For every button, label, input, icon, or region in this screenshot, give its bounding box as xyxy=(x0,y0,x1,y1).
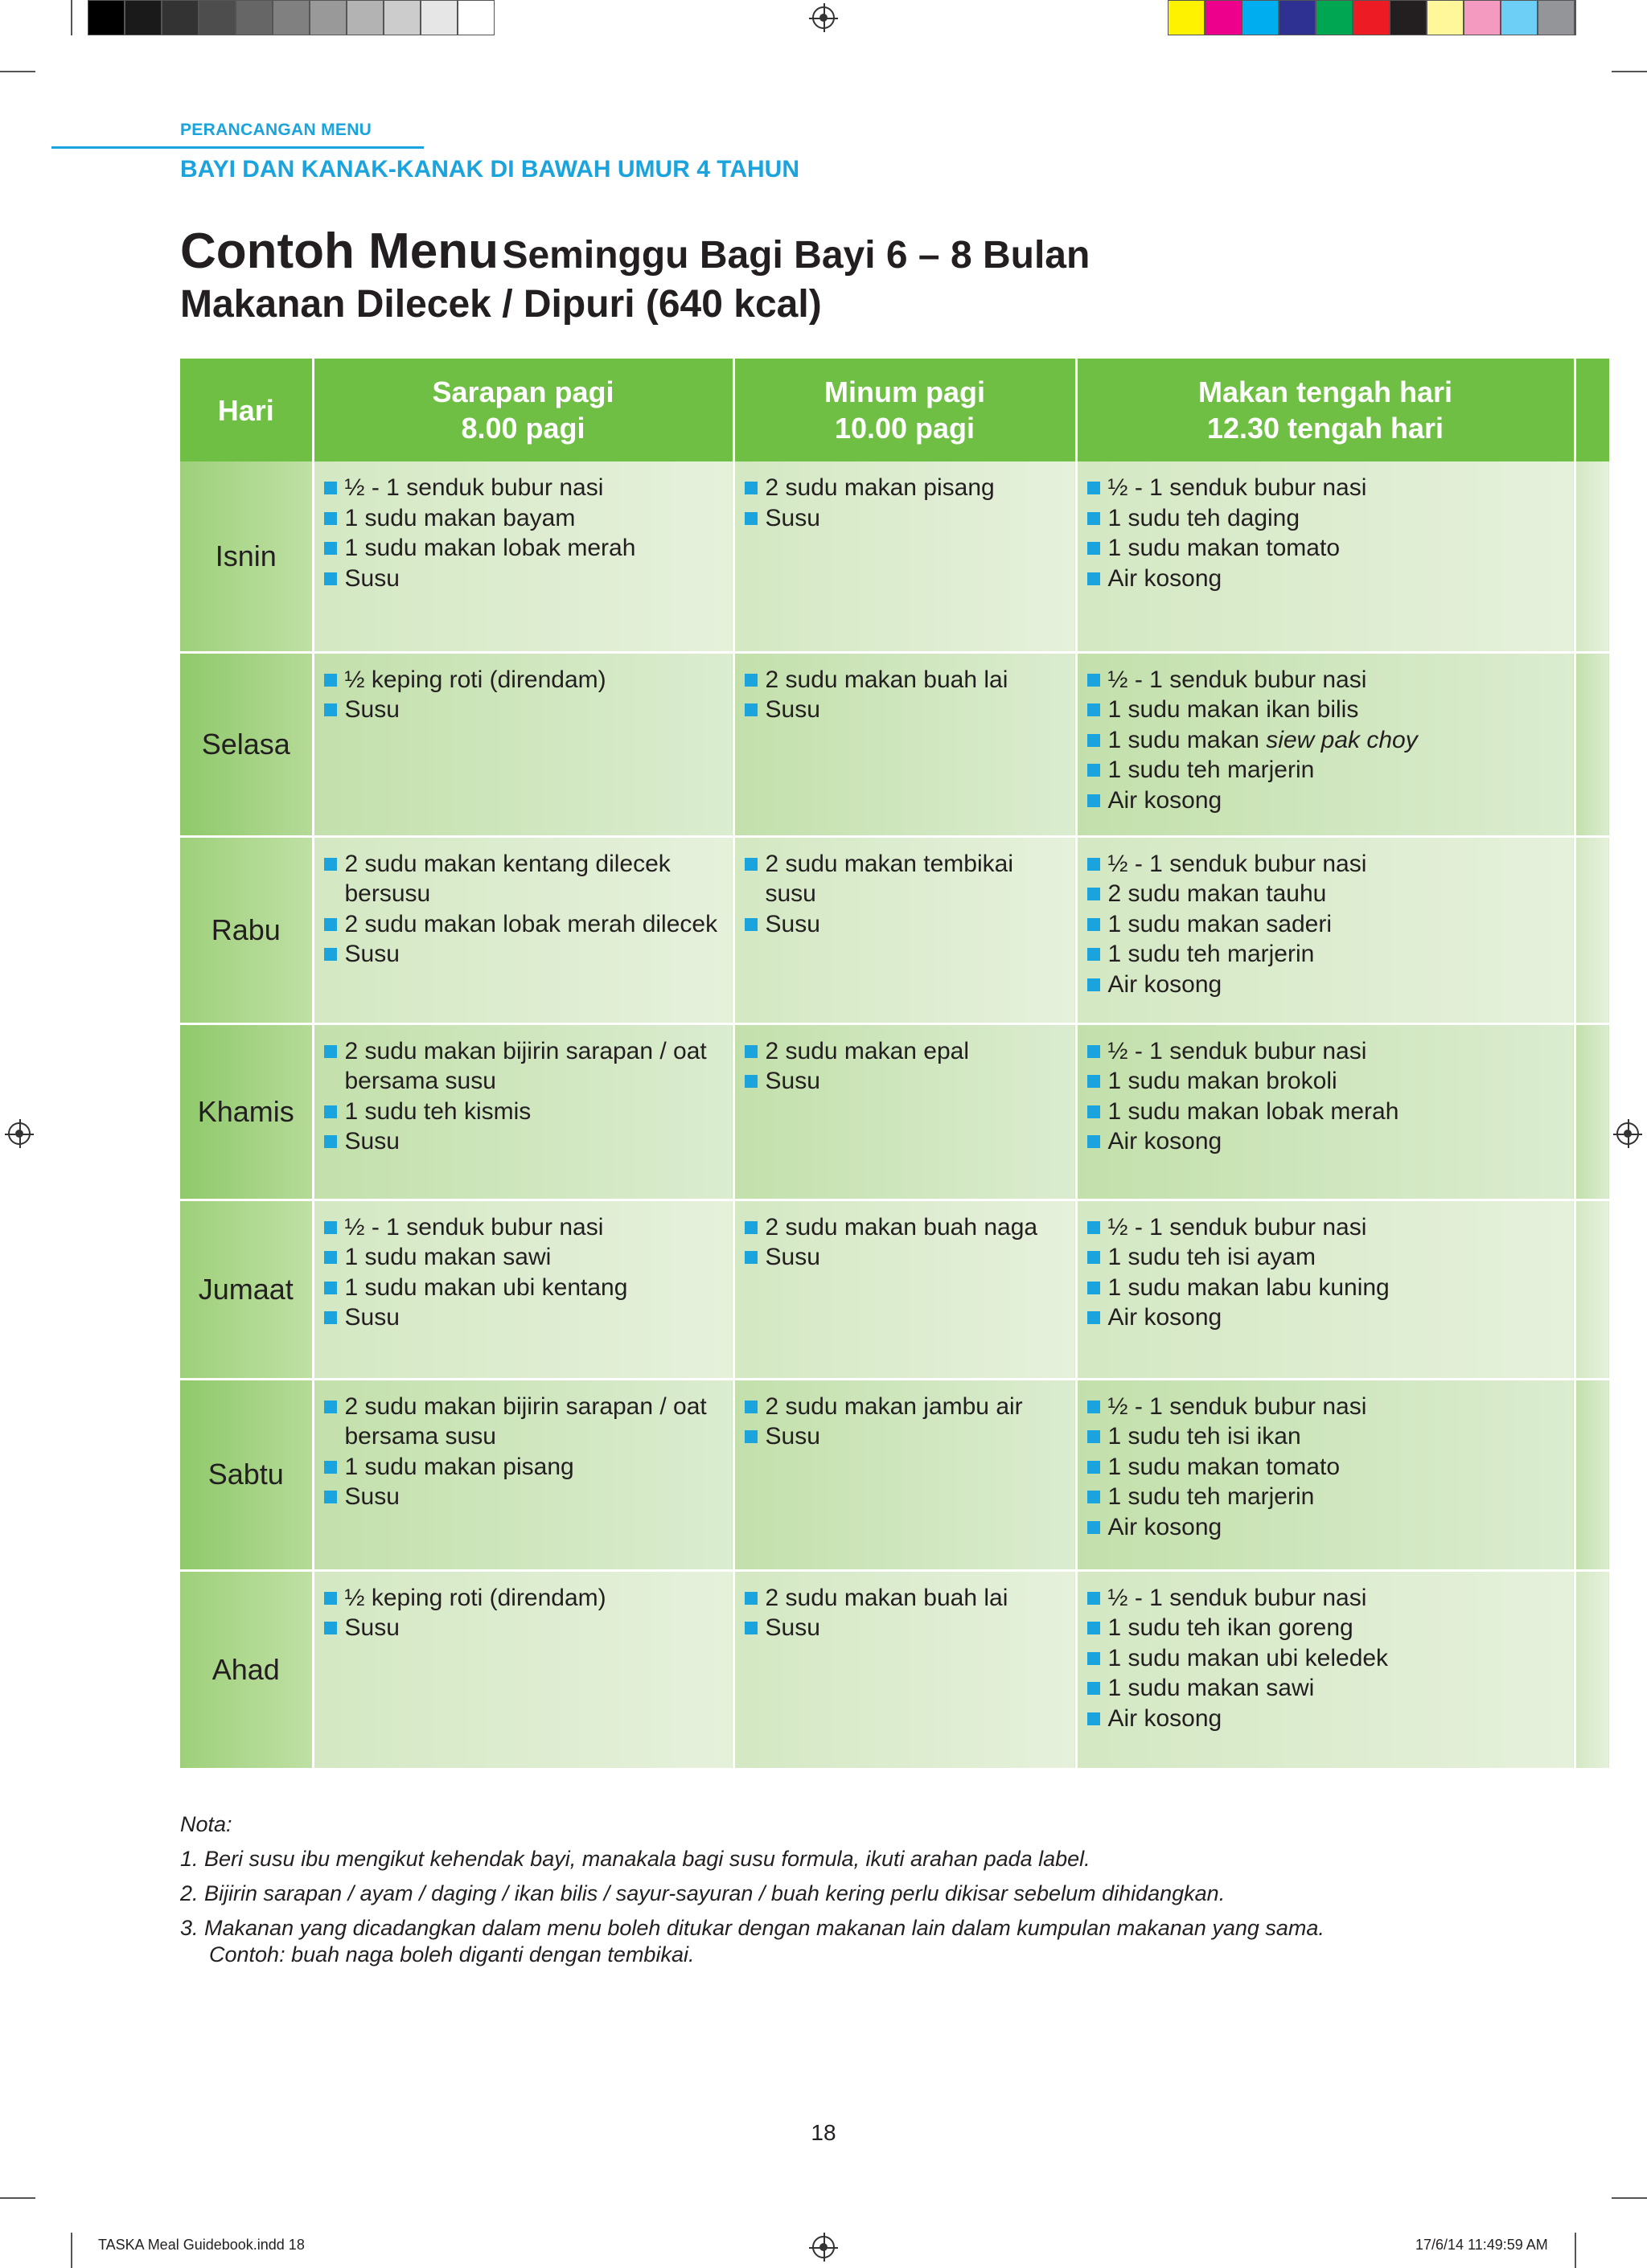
list-item xyxy=(324,564,723,594)
color-swatch xyxy=(1390,0,1427,35)
crop-mark xyxy=(1612,2197,1647,2199)
snack-list xyxy=(745,1212,1066,1273)
crop-mark xyxy=(0,2197,35,2199)
list-item xyxy=(324,473,723,503)
item-text: 1 sudu makan tomato xyxy=(1107,535,1341,561)
list-item xyxy=(1087,1273,1564,1303)
crop-mark xyxy=(71,0,72,35)
list-item xyxy=(1087,1643,1564,1674)
item-text: 1 sudu makan sawi xyxy=(1107,1675,1315,1701)
section-rule xyxy=(51,146,424,149)
page-title xyxy=(180,222,1090,328)
list-item xyxy=(1087,1212,1564,1243)
notes-heading: Nota: xyxy=(180,1812,232,1836)
header-day: Hari xyxy=(180,359,313,461)
color-swatch-strip xyxy=(1168,0,1575,35)
breakfast-list xyxy=(324,473,723,593)
color-swatch xyxy=(1538,0,1575,35)
lunch-list xyxy=(1087,665,1564,816)
list-item xyxy=(324,533,723,564)
list-item xyxy=(324,665,723,695)
gray-swatch xyxy=(421,0,458,35)
list-item xyxy=(324,1482,723,1512)
item-text: 2 sudu makan lobak merah dilecek xyxy=(344,910,718,937)
list-item xyxy=(1087,1512,1564,1543)
table-row xyxy=(180,1023,1610,1200)
gray-swatch-strip xyxy=(88,0,495,35)
snack-list xyxy=(745,1392,1066,1452)
lunch-list xyxy=(1087,1212,1564,1333)
day-cell: Khamis xyxy=(180,1023,313,1200)
lunch-list xyxy=(1087,849,1564,1000)
breakfast-cell xyxy=(313,836,733,1023)
registration-mark-top xyxy=(812,6,835,29)
item-text: Susu xyxy=(765,504,820,531)
list-item xyxy=(1087,1242,1564,1273)
gray-swatch xyxy=(162,0,199,35)
item-text: 1 sudu makan lobak merah xyxy=(1107,1097,1399,1125)
breakfast-list xyxy=(324,1392,723,1512)
item-text: ½ keping roti (direndam) xyxy=(344,1584,606,1611)
title-line2: Makanan Dilecek / Dipuri (640 kcal) xyxy=(180,283,822,326)
item-text: 1 sudu teh daging xyxy=(1107,504,1300,531)
lunch-cell xyxy=(1076,652,1575,836)
gray-swatch xyxy=(273,0,310,35)
item-text: 2 sudu makan buah lai xyxy=(765,666,1008,693)
breakfast-list xyxy=(324,1583,723,1643)
lunch-cell xyxy=(1076,461,1575,652)
page-number: 18 xyxy=(811,2120,836,2145)
list-item xyxy=(1087,1452,1564,1483)
crop-mark xyxy=(1575,2233,1576,2268)
item-text: ½ - 1 senduk bubur nasi xyxy=(1107,1392,1367,1420)
snack-cell xyxy=(733,1379,1076,1570)
list-item xyxy=(324,1613,723,1643)
list-item xyxy=(324,1126,723,1157)
item-text: 1 sudu teh kismis xyxy=(344,1097,532,1125)
item-text: Susu xyxy=(344,1614,400,1641)
item-text: Air kosong xyxy=(1107,564,1222,592)
item-text: 1 sudu teh isi ikan xyxy=(1107,1423,1301,1450)
gray-swatch xyxy=(199,0,236,35)
item-text: ½ - 1 senduk bubur nasi xyxy=(1107,850,1367,877)
list-item xyxy=(324,1212,723,1243)
snack-list xyxy=(745,1583,1066,1643)
item-text: 2 sudu makan pisang xyxy=(765,474,995,501)
list-item xyxy=(1087,1704,1564,1734)
gray-swatch xyxy=(125,0,162,35)
item-text: 1 sudu makan tomato xyxy=(1107,1453,1341,1480)
day-cell: Sabtu xyxy=(180,1379,313,1570)
note-2: 2. Bijirin sarapan / ayam / daging / ikan bilis / sayur-sayuran / buah kering perlu dikisar sebelum dihidangkan. xyxy=(180,1881,1226,1905)
item-text: Susu xyxy=(765,1244,820,1270)
item-text: 1 sudu teh marjerin xyxy=(1107,941,1315,967)
item-text: 2 sudu makan epal xyxy=(765,1037,970,1064)
registration-mark-left xyxy=(8,1122,31,1145)
crop-mark xyxy=(1575,0,1576,35)
item-text: 1 sudu teh ikan goreng xyxy=(1107,1614,1353,1641)
list-item xyxy=(1087,1126,1564,1157)
item-text: Susu xyxy=(344,941,400,967)
item-text: 1 sudu makan sawi xyxy=(344,1244,552,1270)
crop-mark xyxy=(71,2233,72,2268)
snack-cell xyxy=(733,1570,1076,1769)
list-item xyxy=(324,1097,723,1127)
table-row xyxy=(180,836,1610,1023)
list-item xyxy=(745,1212,1066,1243)
breakfast-cell xyxy=(313,652,733,836)
lunch-list xyxy=(1087,1392,1564,1543)
color-swatch xyxy=(1279,0,1316,35)
list-item xyxy=(1087,1613,1564,1643)
item-text: 2 sudu makan bijirin sarapan / oat bersama susu xyxy=(344,1392,707,1450)
item-text: 1 sudu makan brokoli xyxy=(1107,1068,1337,1094)
breakfast-cell xyxy=(313,1023,733,1200)
list-item xyxy=(1087,939,1564,970)
list-item xyxy=(745,665,1066,695)
snack-list xyxy=(745,473,1066,533)
extra-cell xyxy=(1575,652,1610,836)
item-text: Air kosong xyxy=(1107,1513,1222,1540)
day-cell: Selasa xyxy=(180,652,313,836)
notes xyxy=(180,1807,1325,1972)
list-item xyxy=(745,849,1066,909)
item-text: Susu xyxy=(344,1128,400,1155)
snack-cell xyxy=(733,1200,1076,1379)
item-text: Susu xyxy=(765,1614,820,1641)
extra-cell xyxy=(1575,836,1610,1023)
lunch-list xyxy=(1087,1036,1564,1157)
list-item xyxy=(324,1302,723,1333)
list-item xyxy=(324,1036,723,1097)
note-3: 3. Makanan yang dicadangkan dalam menu boleh ditukar dengan makanan lain dalam kumpulan makanan yang sama. xyxy=(180,1916,1325,1940)
lunch-cell xyxy=(1076,1023,1575,1200)
snack-list xyxy=(745,849,1066,940)
extra-cell xyxy=(1575,1379,1610,1570)
color-swatch xyxy=(1353,0,1390,35)
header-extra xyxy=(1575,359,1610,461)
list-item xyxy=(324,909,723,940)
item-text: Air kosong xyxy=(1107,1128,1222,1155)
list-item xyxy=(1087,879,1564,909)
list-item xyxy=(1087,1392,1564,1422)
list-item xyxy=(1087,755,1564,785)
item-text: ½ - 1 senduk bubur nasi xyxy=(1107,666,1367,693)
list-item xyxy=(1087,473,1564,503)
list-item xyxy=(324,1242,723,1273)
breakfast-cell xyxy=(313,461,733,652)
title-strong: Contoh Menu xyxy=(180,224,499,279)
gray-swatch xyxy=(310,0,347,35)
color-swatch xyxy=(1242,0,1279,35)
list-item xyxy=(1087,785,1564,816)
lunch-cell xyxy=(1076,1200,1575,1379)
item-text: 1 sudu makan bayam xyxy=(344,504,576,531)
snack-cell xyxy=(733,836,1076,1023)
item-text: ½ - 1 senduk bubur nasi xyxy=(1107,1213,1367,1241)
gray-swatch xyxy=(236,0,273,35)
list-item xyxy=(324,695,723,725)
registration-mark-bottom xyxy=(812,2236,835,2258)
gray-swatch xyxy=(458,0,495,35)
breakfast-list xyxy=(324,1036,723,1157)
item-text: 2 sudu makan kentang dilecek bersusu xyxy=(344,850,671,907)
lunch-cell xyxy=(1076,836,1575,1023)
list-item xyxy=(1087,909,1564,940)
list-item xyxy=(1087,695,1564,725)
item-text: Air kosong xyxy=(1107,786,1222,814)
item-text: ½ keping roti (direndam) xyxy=(344,666,606,693)
list-item xyxy=(745,909,1066,940)
list-item xyxy=(1087,1066,1564,1097)
list-item xyxy=(745,1036,1066,1067)
color-swatch xyxy=(1168,0,1205,35)
day-cell: Rabu xyxy=(180,836,313,1023)
snack-cell xyxy=(733,652,1076,836)
table-header-row xyxy=(180,359,1610,461)
item-text: 1 sudu teh isi ayam xyxy=(1107,1244,1316,1270)
table-row xyxy=(180,461,1610,652)
list-item xyxy=(745,1421,1066,1452)
list-item xyxy=(324,1452,723,1483)
footer-file: TASKA Meal Guidebook.indd 18 xyxy=(98,2237,305,2253)
note-1: 1. Beri susu ibu mengikut kehendak bayi, manakala bagi susu formula, ikuti arahan pada label. xyxy=(180,1847,1090,1871)
item-text: ½ - 1 senduk bubur nasi xyxy=(1107,1584,1367,1611)
list-item xyxy=(745,1613,1066,1643)
list-item xyxy=(1087,849,1564,880)
note-3-example: Contoh: buah naga boleh diganti dengan tembikai. xyxy=(209,1942,695,1967)
lunch-cell xyxy=(1076,1570,1575,1769)
header-lunch: Makan tengah hari 12.30 tengah hari xyxy=(1076,359,1575,461)
breakfast-cell xyxy=(313,1570,733,1769)
item-text: 2 sudu makan bijirin sarapan / oat bersama susu xyxy=(344,1037,707,1094)
breakfast-list xyxy=(324,665,723,725)
day-cell: Jumaat xyxy=(180,1200,313,1379)
breakfast-cell xyxy=(313,1379,733,1570)
list-item xyxy=(1087,564,1564,594)
item-text: 1 sudu makan ubi keledek xyxy=(1107,1644,1389,1671)
list-item xyxy=(745,473,1066,503)
header-snack: Minum pagi 10.00 pagi xyxy=(733,359,1076,461)
gray-swatch xyxy=(347,0,384,35)
weekly-menu-table xyxy=(180,359,1612,1770)
title-rest: Seminggu Bagi Bayi 6 – 8 Bulan xyxy=(502,234,1090,277)
item-text: Susu xyxy=(765,1423,820,1450)
item-text: Susu xyxy=(344,1483,400,1510)
gray-swatch xyxy=(384,0,421,35)
list-item xyxy=(324,939,723,970)
lunch-list xyxy=(1087,473,1564,593)
color-swatch xyxy=(1464,0,1501,35)
item-text: Susu xyxy=(344,564,400,592)
list-item xyxy=(745,1392,1066,1422)
subsection-label: BAYI DAN KANAK-KANAK DI BAWAH UMUR 4 TAHUN xyxy=(180,156,799,183)
item-text: 1 sudu makan saderi xyxy=(1107,910,1332,937)
color-swatch xyxy=(1501,0,1538,35)
registration-mark-right xyxy=(1616,1122,1639,1145)
list-item xyxy=(745,1066,1066,1097)
breakfast-cell xyxy=(313,1200,733,1379)
list-item xyxy=(1087,1421,1564,1452)
table-row xyxy=(180,1200,1610,1379)
list-item xyxy=(1087,1097,1564,1127)
item-text: Susu xyxy=(344,696,400,723)
item-text: ½ - 1 senduk bubur nasi xyxy=(1107,1037,1367,1064)
item-text: ½ - 1 senduk bubur nasi xyxy=(1107,474,1367,501)
header-breakfast: Sarapan pagi 8.00 pagi xyxy=(313,359,733,461)
snack-cell xyxy=(733,461,1076,652)
day-cell: Isnin xyxy=(180,461,313,652)
lunch-list xyxy=(1087,1583,1564,1734)
item-text: 1 sudu makan labu kuning xyxy=(1107,1273,1390,1301)
color-swatch xyxy=(1205,0,1242,35)
extra-cell xyxy=(1575,1570,1610,1769)
item-text: 2 sudu makan tembikai susu xyxy=(765,850,1013,907)
item-text: 2 sudu makan tauhu xyxy=(1107,880,1327,907)
extra-cell xyxy=(1575,1200,1610,1379)
list-item xyxy=(1087,1036,1564,1067)
item-text: Air kosong xyxy=(1107,1704,1222,1732)
list-item xyxy=(1087,1302,1564,1333)
item-text: ½ - 1 senduk bubur nasi xyxy=(344,474,604,501)
section-label: PERANCANGAN MENU xyxy=(180,121,372,139)
table-row xyxy=(180,1570,1610,1769)
footer-timestamp: 17/6/14 11:49:59 AM xyxy=(1415,2237,1548,2253)
list-item xyxy=(1087,1583,1564,1614)
list-item xyxy=(745,503,1066,534)
color-swatch xyxy=(1316,0,1353,35)
list-item xyxy=(745,1242,1066,1273)
list-item xyxy=(324,1273,723,1303)
item-text: 1 sudu makan ikan bilis xyxy=(1107,696,1359,723)
item-text: Air kosong xyxy=(1107,970,1222,998)
list-item xyxy=(324,1583,723,1614)
item-text: ½ - 1 senduk bubur nasi xyxy=(344,1213,604,1241)
list-item xyxy=(1087,970,1564,1000)
snack-cell xyxy=(733,1023,1076,1200)
item-text: 1 sudu teh marjerin xyxy=(1107,1483,1315,1510)
list-item xyxy=(1087,1482,1564,1512)
crop-mark xyxy=(0,71,35,72)
item-text: 1 sudu makan ubi kentang xyxy=(344,1273,628,1301)
item-text: Susu xyxy=(765,1068,820,1094)
list-item xyxy=(324,503,723,534)
day-cell: Ahad xyxy=(180,1570,313,1769)
gray-swatch xyxy=(88,0,125,35)
list-item xyxy=(1087,533,1564,564)
item-text: 1 sudu makan lobak merah xyxy=(344,535,636,561)
extra-cell xyxy=(1575,1023,1610,1200)
lunch-cell xyxy=(1076,1379,1575,1570)
list-item xyxy=(745,695,1066,725)
list-item xyxy=(1087,665,1564,695)
item-text: 1 sudu makan pisang xyxy=(344,1453,574,1480)
breakfast-list xyxy=(324,849,723,970)
list-item xyxy=(324,1392,723,1452)
item-text: 1 sudu teh marjerin xyxy=(1107,757,1315,783)
item-text: Air kosong xyxy=(1107,1304,1222,1331)
table-row xyxy=(180,652,1610,836)
list-item xyxy=(745,1583,1066,1614)
extra-cell xyxy=(1575,461,1610,652)
list-item xyxy=(324,849,723,909)
snack-list xyxy=(745,1036,1066,1097)
color-swatch xyxy=(1427,0,1464,35)
item-text: 2 sudu makan jambu air xyxy=(765,1392,1023,1420)
item-text: Susu xyxy=(765,696,820,723)
breakfast-list xyxy=(324,1212,723,1333)
item-text: 1 sudu makan siew pak choy xyxy=(1107,726,1418,753)
item-text: 2 sudu makan buah lai xyxy=(765,1584,1008,1611)
crop-mark xyxy=(1612,71,1647,72)
list-item xyxy=(1087,725,1564,756)
snack-list xyxy=(745,665,1066,725)
item-text: Susu xyxy=(765,910,820,937)
item-text: Susu xyxy=(344,1304,400,1331)
table-row xyxy=(180,1379,1610,1570)
list-item xyxy=(1087,1673,1564,1704)
item-text: 2 sudu makan buah naga xyxy=(765,1213,1038,1241)
list-item xyxy=(1087,503,1564,534)
